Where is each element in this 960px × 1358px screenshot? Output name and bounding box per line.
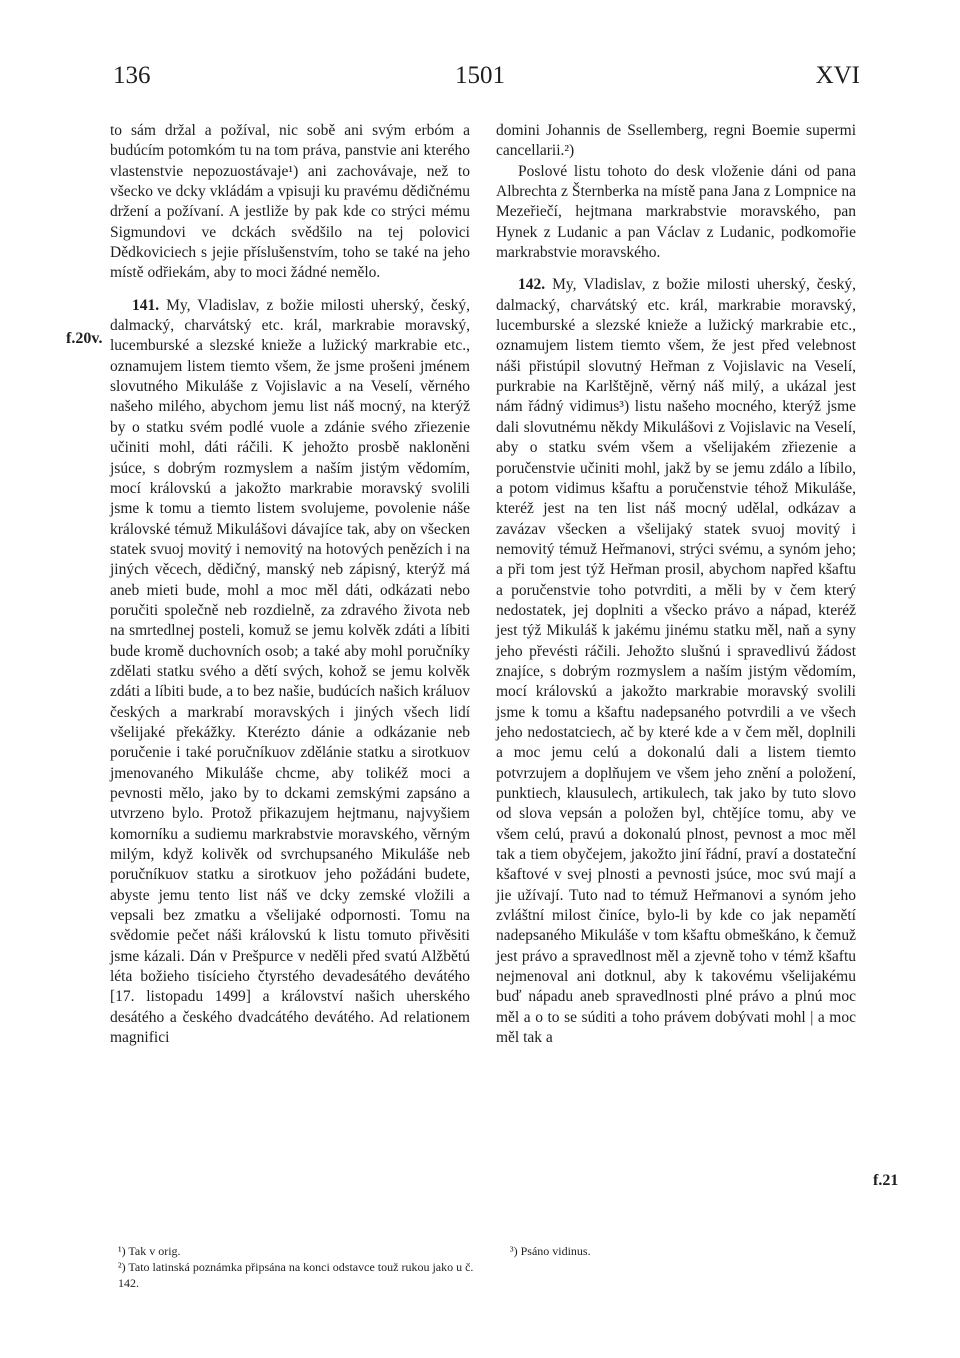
paragraph-envoys: Poslové listu tohoto do desk vloženie dáni od pana Albrechta z Šternberka na místě pana Jana z Lompnice na Mezeřiečí, hejtmana markrabstvie moravského, pan Hynek z Ludanic a pan Václav z Ludanic, podkomořie markrabstvie moravského. [496, 162, 856, 262]
entry-text: My, Vladislav, z božie milosti uherský, český, dalmacký, charvátský etc. král, markrabie moravský, lucemburské a slezské knieže a lužický markrabie etc., oznamujem listem tiemto všem, že jsme prošeni jménem slovutného Mikuláše z Vojislavic a na Veselí, věrného našeho milého, abychom jemu list náš mocný, na kterýž by o statku svém podlé vuole a zdánie svého zřiezenie učiniti mohl, dáti ráčili. K jehožto prosbě nakloněni jsúce, s dobrým rozmyslem a naším jistým vědomím, mocí královskú a jakožto markrabie moravský svolili jsme k tomu a tiemto listem svolujeme, povolenie náše královské témuž Mikulášovi dávajíce tak, aby on všecken statek svuoj movitý i nemovitý na hotových penězích i na jiných věcech, dědičný, manský neb zápisný, kterýž má aneb mieti bude, mohl a moc měl dáti, odkázati nebo poručiti společně neb rozdielně, za zdravého života neb na smrtedlnej posteli, komuž se jemu kolvěk zdáti a líbiti bude kromě duchovních osob; a také aby mohl poručníky zdělati statku svého a dětí svých, kohož se jemu kolvěk zdáti a líbiti bude, a to bez našie, budúcích našich králuov českých a markrabí moravských i jiných všech lidí všelijaké překážky. Kterézto dánie a odkázanie neb poručenie i také poručníkuov zdělánie statku a sirotkuov jmenovaného Mikuláše chcme, aby tolikéž moci a pevnosti mělo, jako by to dckami zemskými zapsáno a utvrzeno bylo. Protož přikazujem hejtmanu, najvyšiem komorníku a sudiemu markrabstvie moravského, věrným milým, když kolivěk od svrchupsaného Mikuláše neb poručníkuov statku a sirotkuov jeho požádáni budete, abyste jemu tento list náš ve dcky zemské vložili a vepsali bez zmatku a všelijaké odpornosti. Tomu na svědomie pečet náši královskú k listu tomuto přivěsiti jsme kázali. Dán v Prešpurce v neděli před svatú Alžbětú léta božieho tisícieho čtyrstého devadesátého devátého [17. listopadu 1499] a království našich uherského desátého a českého dvadcátého devátého. Ad relationem magnifici [110, 296, 470, 1047]
footnote-1: ¹) Tak v orig. [118, 1244, 181, 1258]
entry-number: 141. [132, 296, 160, 314]
entry-number: 142. [518, 276, 546, 294]
latin-note: domini Johannis de Ssellemberg, regni Boemie supermi cancellarii.²) [496, 122, 856, 160]
page-number: 136 [113, 62, 151, 89]
footnote-3: ³) Psáno vidinus. [510, 1244, 591, 1258]
footnote-2: ²) Tato latinská poznámka připsána na konci odstavce touž rukou jako u č. 142. [118, 1260, 474, 1290]
footnotes-right [510, 1243, 870, 1259]
entry-141 [110, 296, 470, 1049]
volume-numeral: XVI [815, 62, 860, 89]
folio-note-right: f.21 [873, 1172, 899, 1189]
entry-142 [496, 275, 856, 1048]
footnotes-left [118, 1243, 478, 1291]
folio-note-left: f.20v. [66, 330, 103, 347]
entry-text: My, Vladislav, z božie milosti uherský, český, dalmacký, charvátský etc. král, markrabie moravský, lucemburské a slezské knieže a lužický markrabie etc., oznamujem listem tiemto všem, že jest před velebnost náši přistúpil slovutný Heřman z Vojislavic na Veselí, purkrabie na Karlštějně, věrný náš milý, a ukázal jest nám řádný vidimus³) listu našeho mocného, kterýž jsme dali slovutnému někdy Mikulášovi z Vojislavic na Veselí, aby o statku svém všem a všelijakém zřiezenie a poručenstvie učiniti mohl, jakž by se jemu zdálo a líbilo, a potom vidimus kšaftu a poručenstvie téhož Mikuláše, kteréž jest na ten list náš mocný udělal, odkázav a zavázav všecken a všelijaký statek svuoj movitý i nemovitý témuž Heřmanovi, strýci svému, a synóm jeho; a při tom jest týž Heřman prosil, abychom napřed kšaftu a poručenstvie toho potvrditi, a měli by v čem který nedostatek, jej doplniti a všecko právo a nápad, kteréž jest týž Mikuláš k jakému jinému statku měl, naň a syny jeho převésti ráčili. Jehožto slušnú i spravedlivú žádost znajíce, s dobrým rozmyslem a naším jistým vědomím, mocí královskú a jakožto markrabie moravský svolili jsme k tomu a kšaftu nadepsaného potvrdili a ve všech jeho nedostatciech, ač by které kde a v čem měl, doplnili a moc jemu celú a dokonalú dali a listem tiemto potvrzujem a doplňujem ve všem jeho znění a položení, punktiech, klausulech, artikulech, tak jako by tuto slovo od slova vepsán a položen byl, chtějíce tomu, aby ve všem celú, pravú a dokonalú plnost, pevnost a moc měl tak a tiem obyčejem, jakožto jiní řádní, praví a dostateční kšaftové v svej plnosti a pevnosti jsúce, moc svú mají a jie užívají. Tuto nad to témuž Heřmanovi a synóm jeho zvláštní milost činíce, bylo-li by kde co jak nepamětí nadepsaného Mikuláše v tom kšaftu obmeškáno, k čemuž jest právo a spravedlnost měl a zjevně toho v témž kšaftu nejmenoval ani dotknul, aby k takovému všelijakému buď nápadu aneb spravedlnosti plné právo a plnú moc měl a o to se súditi a toho právem dobývati mohl | a moc měl tak a [496, 276, 856, 1047]
left-column [110, 121, 470, 1048]
right-column [496, 121, 856, 1048]
running-year: 1501 [455, 62, 505, 89]
paragraph-continued: to sám držal a požíval, nic sobě ani svým erbóm a budúcím potomkóm tu na tom práva, panstvie ani kterého vlastenstvie nepozuostávaje¹) ani zachovávaje, než to všecko ve dcky vkládám a vpisuji ku pravému dědičnému držení a požívaní. A jestliže by pak kde co strýci mému Sigmundovi ve dckách svědšilo na tej polovici Dědkoviciech s jejie příslušenstvím, toho se také na jeho místě odřiekám, aby to moci žádné nemělo. [110, 122, 470, 282]
